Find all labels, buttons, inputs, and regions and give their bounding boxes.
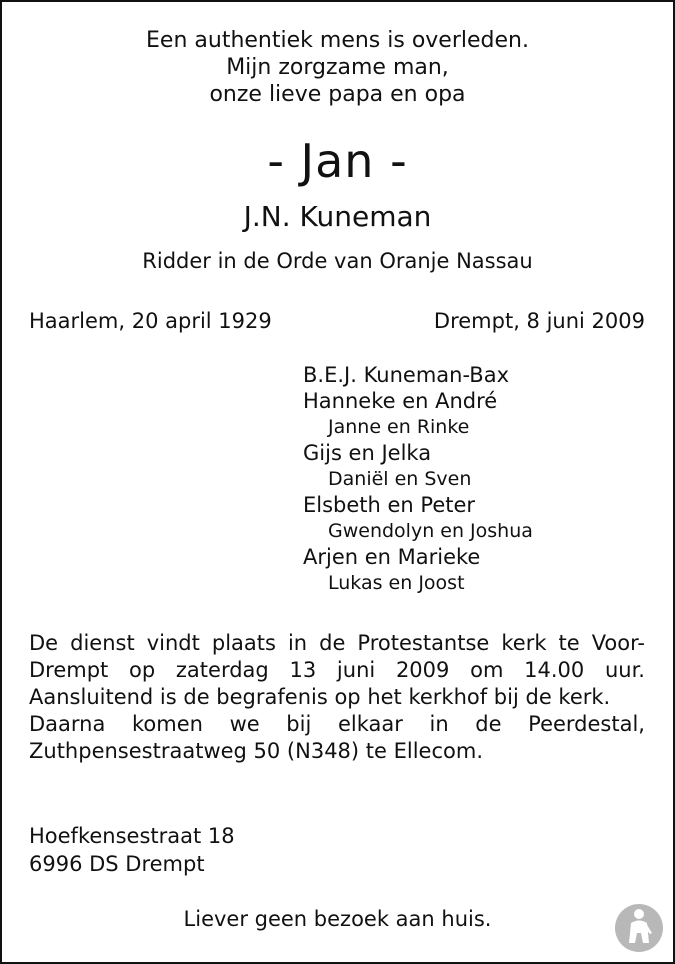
grandchildren: Lukas en Joost xyxy=(328,572,465,594)
address-postal-city: 6996 DS Drempt xyxy=(29,852,205,876)
service-details xyxy=(29,630,645,765)
family-member: Elsbeth en Peter xyxy=(303,493,476,517)
intro-line: onze lieve papa en opa xyxy=(209,82,466,107)
intro-line: Een authentiek mens is overleden. xyxy=(146,28,529,53)
memorial-figure-icon xyxy=(614,903,664,953)
intro-line: Mijn zorgzame man, xyxy=(226,55,449,80)
family-member: B.E.J. Kuneman-Bax xyxy=(303,363,510,387)
deceased-name: - Jan - xyxy=(267,134,408,188)
intro-text xyxy=(0,27,675,108)
deceased-full-name: J.N. Kuneman xyxy=(243,200,432,233)
service-paragraph: De dienst vindt plaats in de Protestantse kerk te Voor-Drempt op zaterdag 13 juni 2009 om 14.00 uur. Aansluitend is de begrafenis op het kerkhof bij de kerk. xyxy=(29,631,645,709)
death-place-date: Drempt, 8 juni 2009 xyxy=(433,309,645,333)
closing-note: Liever geen bezoek aan huis. xyxy=(183,907,492,931)
honor-title: Ridder in de Orde van Oranje Nassau xyxy=(142,249,533,273)
family-member: Arjen en Marieke xyxy=(303,545,481,569)
address-street: Hoefkensestraat 18 xyxy=(29,824,235,848)
family-member: Hanneke en André xyxy=(303,389,498,413)
grandchildren: Daniël en Sven xyxy=(328,468,472,490)
grandchildren: Gwendolyn en Joshua xyxy=(328,520,533,542)
service-paragraph: Daarna komen we bij elkaar in de Peerdestal, Zuthpensestraatweg 50 (N348) te Ellecom. xyxy=(29,712,645,763)
address xyxy=(29,822,235,878)
family-list xyxy=(303,362,533,596)
birth-place-date: Haarlem, 20 april 1929 xyxy=(29,309,272,333)
family-member: Gijs en Jelka xyxy=(303,441,432,465)
grandchildren: Janne en Rinke xyxy=(328,416,470,438)
